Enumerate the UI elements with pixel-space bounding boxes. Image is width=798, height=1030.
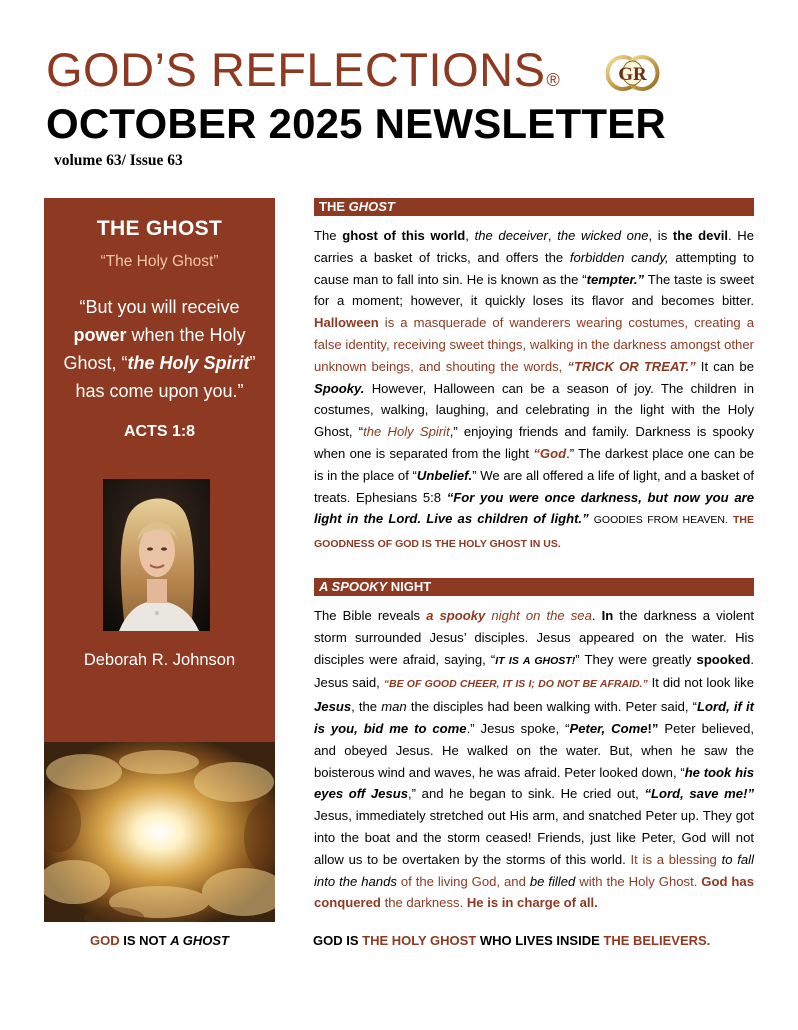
- heading-ghost: GHOST: [348, 199, 395, 214]
- sidebar-quote: [56, 293, 263, 405]
- section-body: [314, 605, 754, 914]
- sidebar-panel: [44, 198, 275, 742]
- text-run: “BE OF GOOD CHEER, IT IS I; DO NOT BE AFRAID.”: [383, 678, 648, 691]
- footer-holy-ghost: THE HOLY GHOST: [362, 933, 477, 948]
- text-run: “God: [533, 445, 567, 461]
- text-run: ,: [465, 228, 475, 243]
- author-name: Deborah R. Johnson: [83, 651, 236, 669]
- text-run: , is: [648, 228, 673, 243]
- text-run: the wicked one: [557, 228, 649, 243]
- quote-part: “But you will receive: [79, 297, 240, 317]
- text-run: he took his eyes off Jesus: [314, 764, 754, 802]
- text-run: THE GOODNESS OF GOD IS THE HOLY GHOST IN US.: [314, 514, 754, 551]
- footer-a-ghost: A GHOST: [170, 933, 229, 948]
- quote-part: ” has come upon you.”: [75, 353, 256, 401]
- volume-issue: volume 63/ Issue 63: [54, 152, 183, 169]
- text-run: However, Halloween can be a season of joy. The children in costumes, walking, laughing, and celebrating in the light with the Holy Ghost, “: [314, 380, 754, 440]
- heading-night: NIGHT: [387, 579, 432, 594]
- logo-text: GR: [618, 64, 647, 85]
- footer-god: GOD: [90, 933, 120, 948]
- text-run: ghost of this world: [342, 228, 466, 243]
- author-photo: [103, 479, 210, 631]
- text-run: the deceiver: [474, 228, 548, 243]
- text-run: ” We are all offered a life of light, and a basket of treats. Ephesians 5:8: [314, 467, 755, 505]
- footer-part: WHO LIVES INSIDE: [476, 933, 604, 948]
- text-run: tempter.”: [586, 271, 645, 287]
- text-run: a spooky: [426, 608, 486, 623]
- text-run: spooked: [696, 651, 751, 667]
- text-run: “For you were once darkness, but now you are light in the Lord. Live as children of light.”: [314, 489, 754, 527]
- text-run: .” The darkest place one can be is in the place of “: [314, 445, 755, 483]
- quote-part: when the Holy Ghost, “: [63, 325, 246, 373]
- text-run: ” They were greatly: [575, 651, 697, 667]
- heavenly-clouds-image: [44, 742, 275, 922]
- text-run: is a masquerade of wanderers wearing costumes, creating a false identity, receiving sweet things, walking in the darkness amongst other unknown beings, and shouting the words,: [314, 315, 754, 374]
- gr-logo-icon: [606, 55, 660, 91]
- text-run: be filled: [529, 873, 576, 889]
- text-run: night on the sea: [485, 608, 592, 623]
- footer-is-not: IS NOT: [119, 933, 171, 948]
- text-run: “Lord, save me!”: [644, 786, 754, 802]
- text-run: ,” and he began to sink. He cried out,: [408, 786, 645, 802]
- text-run: the darkness.: [380, 895, 467, 911]
- sidebar-subtitle: “The Holy Ghost”: [100, 253, 219, 270]
- text-run: man: [381, 699, 407, 715]
- text-run: the devil: [672, 228, 729, 243]
- section-spooky-night: [314, 578, 754, 914]
- text-run: with the Holy Ghost.: [575, 873, 702, 889]
- text-run: the darkness a violent storm surrounded Jesus’ disciples. Jesus appeared on the water. His disciples were afraid, saying, “: [314, 608, 754, 667]
- text-run: ,: [547, 228, 558, 243]
- scripture-reference: ACTS 1:8: [123, 423, 196, 440]
- text-run: “TRICK OR TREAT.”: [567, 358, 696, 374]
- text-run: GOODIES FROM HEAVEN.: [593, 514, 728, 527]
- text-run: It did not look like: [647, 675, 755, 691]
- newsletter-title: OCTOBER 2025 NEWSLETTER: [46, 100, 666, 147]
- sidebar-footer: [44, 933, 275, 948]
- text-run: It can be: [695, 358, 754, 374]
- brand-name: [46, 43, 561, 96]
- text-run: IT IS A GHOST!: [495, 654, 576, 667]
- text-run: He is in charge of all.: [466, 895, 598, 911]
- registered-mark: ®: [546, 70, 561, 90]
- text-run: ,” enjoying friends and family. Darkness is spooky when one is separated from the light: [314, 424, 754, 461]
- text-run: .” Jesus spoke, “: [466, 720, 570, 736]
- text-run: forbidden candy,: [569, 249, 669, 265]
- text-run: to fall into the hands: [314, 851, 754, 889]
- quote-power: power: [73, 325, 127, 345]
- text-run: Jesus: [314, 699, 352, 715]
- text-run: God has conquered: [314, 873, 754, 911]
- text-run: of the living God, and: [396, 873, 530, 889]
- text-run: Spooky.: [314, 380, 365, 396]
- text-run: . He carries a basket of tricks, and offers the: [314, 228, 755, 265]
- sidebar-title: THE GHOST: [96, 217, 223, 240]
- text-run: In: [601, 608, 614, 623]
- text-run: Jesus, immediately stretched out His arm, and snatched Peter up. They got into the boat and the storm ceased! Friends, just like Peter, God will not allow us to be overtaken by the storms of this world.: [314, 808, 754, 867]
- heading-part: THE: [319, 199, 349, 214]
- text-run: The: [314, 228, 343, 243]
- text-run: the disciples had been walking with. Peter said, “: [406, 699, 698, 715]
- text-run: Peter, Come: [569, 720, 648, 736]
- text-run: Peter believed, and obeyed Jesus. He walked on the water. But, when he saw the boisterous wind and waves, he was afraid. Peter looked down, “: [314, 720, 754, 780]
- section-heading: [314, 578, 754, 596]
- text-run: , the: [351, 699, 382, 715]
- text-run: Unbelief.: [416, 467, 473, 483]
- section-the-ghost: [314, 198, 754, 556]
- section-body: [314, 225, 754, 556]
- text-run: .: [591, 608, 602, 623]
- text-run: The Bible reveals: [314, 608, 427, 623]
- text-run: The taste is sweet for a moment; however, it quickly loses its flavor and becomes bitter.: [314, 271, 754, 309]
- text-run: Halloween: [314, 315, 379, 331]
- heading-spooky: A SPOOKY: [319, 579, 388, 594]
- quote-holy-spirit: the Holy Spirit: [127, 353, 250, 373]
- section-heading: [314, 198, 754, 216]
- text-run: the Holy Spirit: [363, 424, 450, 440]
- brand-text: GOD’S REFLECTIONS: [46, 43, 546, 96]
- text-run: attempting to cause man to fall into sin. He is known as the “: [314, 249, 755, 287]
- text-run: !”: [647, 720, 659, 736]
- text-run: . Jesus said,: [314, 651, 755, 691]
- text-run: It is a blessing: [630, 851, 722, 867]
- footer-part: GOD IS: [313, 933, 363, 948]
- text-run: Lord, if it is you, bid me to come: [314, 699, 754, 736]
- main-footer: [313, 933, 710, 948]
- footer-believers: THE BELIEVERS.: [603, 933, 711, 948]
